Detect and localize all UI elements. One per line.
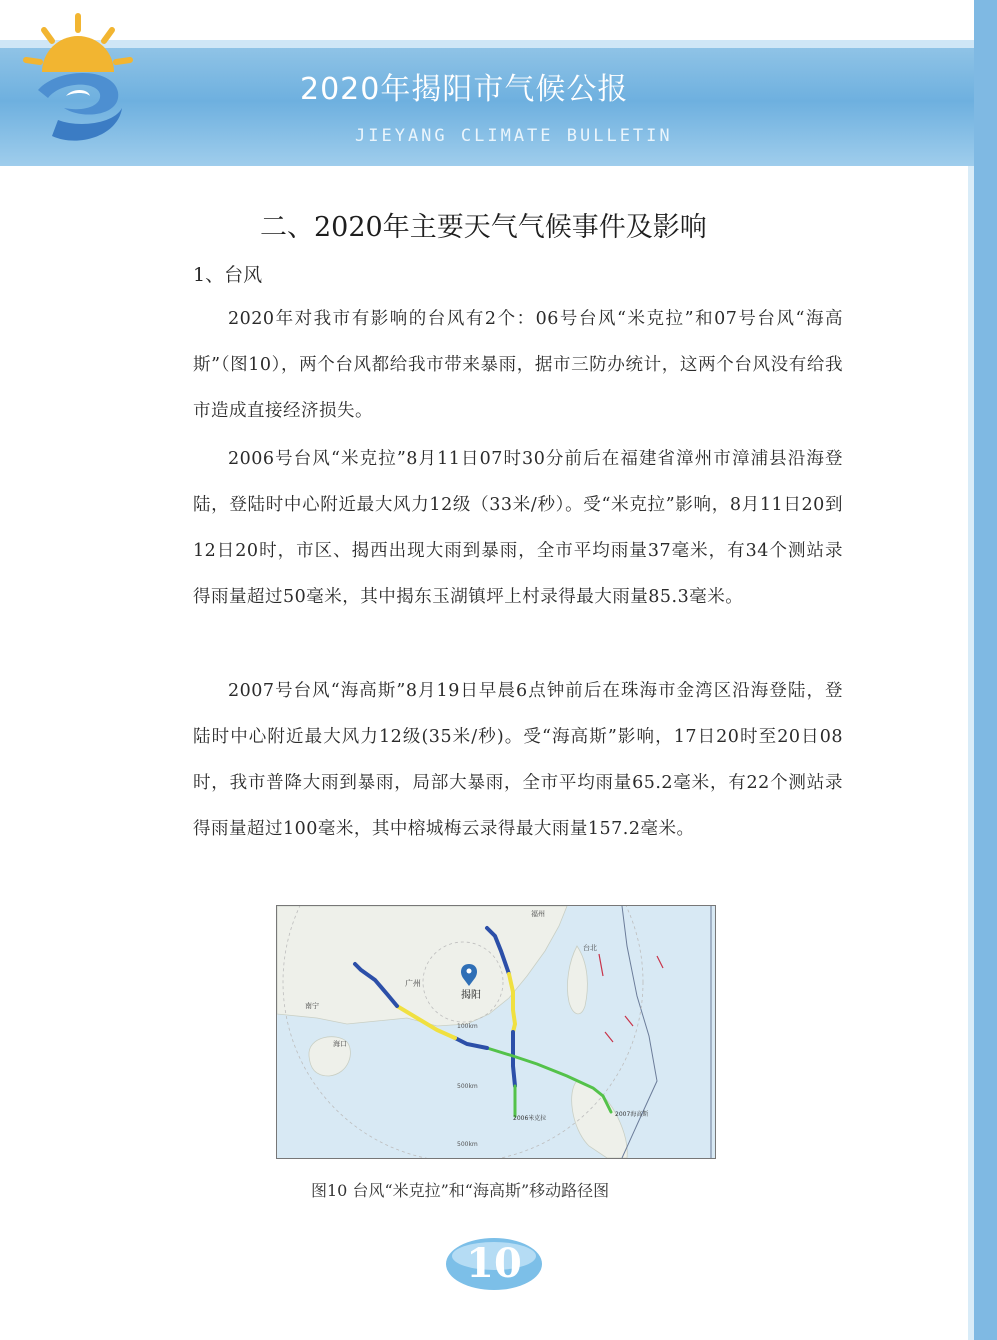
map-label-jieyang: 揭阳 [461, 990, 481, 1001]
figure-caption: 图10 台风“米克拉”和“海高斯”移动路径图 [311, 1181, 610, 1200]
typhoon-track-map [276, 905, 716, 1159]
paragraph-overview: 2020年对我市有影响的台风有2个：06号台风“米克拉”和07号台风“海高斯”（图10），两个台风都给我市带来暴雨，据市三防办统计，这两个台风没有给我市造成直接经济损失。 [193, 309, 843, 421]
page-right-border-inner [968, 166, 974, 1340]
page-number-badge [444, 1236, 544, 1292]
map-label-taipei: 台北 [583, 944, 597, 952]
map-label-nanning: 南宁 [305, 1002, 319, 1010]
map-label-track-higos: 2007海高斯 [615, 1111, 649, 1118]
page-number: 10 [466, 1240, 522, 1287]
map-label-fuzhou: 福州 [531, 910, 545, 918]
map-label-haikou: 海口 [333, 1040, 347, 1048]
logo-sun-icon [18, 12, 138, 152]
bulletin-title: 2020年揭阳市气候公报 [300, 72, 629, 107]
map-svg [277, 906, 715, 1158]
page-right-border [974, 0, 997, 1340]
map-label-100km: 100km [457, 1023, 478, 1030]
paragraph-mekkhala: 2006号台风“米克拉”8月11日07时30分前后在福建省漳州市漳浦县沿海登陆，登陆时中心附近最大风力12级（33米/秒）。受“米克拉”影响，8月11日20到12日20时，市区、揭西出现大雨到暴雨，全市平均雨量37毫米，有34个测站录得雨量超过50毫米，其中揭东玉湖镇坪上村录得最大雨量85.3毫米。 [193, 449, 843, 607]
map-label-500km-a: 500km [457, 1083, 478, 1090]
map-label-guangzhou: 广州 [405, 979, 421, 988]
subheading-typhoon: 1、台风 [193, 264, 263, 286]
paragraph-higos: 2007号台风“海高斯”8月19日早晨6点钟前后在珠海市金湾区沿海登陆，登陆时中心附近最大风力12级(35米/秒)。受“海高斯”影响，17日20时至20日08时，我市普降大雨到暴雨，局部大暴雨，全市平均雨量65.2毫米，有22个测站录得雨量超过100毫米，其中榕城梅云录得最大雨量157.2毫米。 [193, 681, 843, 839]
section-title: 二、2020年主要天气气候事件及影响 [260, 212, 707, 243]
map-label-500km-b: 500km [457, 1141, 478, 1148]
bulletin-subtitle: JIEYANG CLIMATE BULLETIN [355, 126, 673, 146]
map-label-track-mekkhala: 2006米克拉 [513, 1115, 547, 1122]
